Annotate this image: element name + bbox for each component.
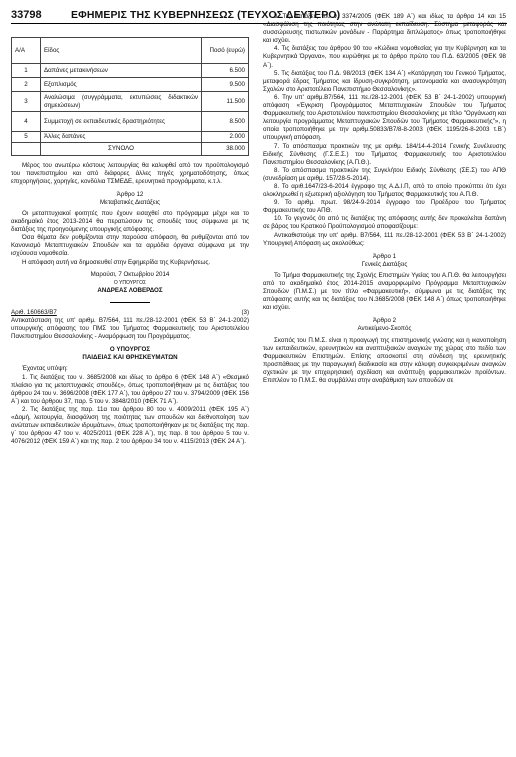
row-item: Άλλες δαπάνες bbox=[41, 132, 202, 143]
article-2-subtitle: Αντικείμενο-Σκοπός bbox=[357, 325, 412, 333]
row-amount: 8.500 bbox=[202, 112, 249, 132]
paragraph: Οι μεταπτυχιακοί φοιτητές που έχουν εισαχθεί στο πρόγραμμα μέχρι και το ακαδημαϊκό έτος 2013-2014 θα περατώσουν τις σπουδές τους σύμφωνα με τις διατάξεις της προηγούμενης υπουργικής απόφασης. bbox=[11, 209, 249, 234]
paragraph: 7. Το απόσπασμα πρακτικών της με αριθμ. 184/14-4-2014 Γενικής Συνέλευσης Ειδικής Σύνθεσης (Γ.Σ.Ε.Σ.) του Τμήματος Φαρμακευτικής του Αριστοτελείου Πανεπιστημίου Θεσσαλονίκης (Α.Π.Θ.). bbox=[263, 142, 506, 166]
paragraph: 5. Τις διατάξεις του Π.Δ. 98/2013 (ΦΕΚ 134 Α΄) «Κατάργηση του Γενικού Τμήματος, μεταφορά έδρας Τμήματος και ίδρυση-συγκρότηση, μετονομασία και ανασυγκρότηση Σχολών στο Αριστοτέλειο Πανεπιστήμιο Θεσσαλονίκης». bbox=[263, 69, 506, 93]
article-12-subtitle: Μεταβατικές Διατάξεις bbox=[100, 198, 160, 206]
article-2-title: Άρθρο 2 bbox=[372, 317, 397, 325]
place-date: Μαρούσι, 7 Οκτωβρίου 2014 bbox=[90, 270, 170, 278]
paragraph: 6. Την υπ' αριθμ.Β7/564, 111 πε./28-12-2001 (ΦΕΚ 53 Β΄ 24-1-2002) υπουργική απόφαση «Έγκριση Προγράμματος Μεταπτυχιακών Σπουδών του Τμήματος Φαρμακευτικής του Αριστοτελείου πανεπιστημίου Θεσσαλονίκης με τίτλο "Οργάνωση και λειτουργία προγράμματος Μεταπτυχιακών Σπουδών του Τμήματος Φαρμακευτικής"», η οποία τροποποιήθηκε με την αριθμ.50833/Β7/8-8-2003 (ΦΕΚ 1195/26-8-2003 τ.Β΄) υπουργική απόφαση. bbox=[263, 93, 506, 142]
right-column bbox=[263, 13, 506, 385]
col-header-amount: Ποσό (ευρώ) bbox=[202, 38, 249, 64]
total-spacer bbox=[12, 142, 41, 155]
total-label: ΣΥΝΟΛΟ bbox=[41, 142, 202, 155]
row-number: 4 bbox=[12, 112, 41, 132]
row-number: 5 bbox=[12, 132, 41, 143]
article-1-subtitle: Γενικές Διατάξεις bbox=[361, 260, 408, 268]
row-amount: 6.500 bbox=[202, 64, 249, 78]
row-item: Δαπάνες μετακινήσεων bbox=[41, 64, 202, 78]
row-amount: 2.000 bbox=[202, 132, 249, 143]
signer-role: Ο ΥΠΟΥΡΓΟΣ bbox=[113, 279, 147, 286]
paragraph: Η απόφαση αυτή να δημοσιευθεί στην Εφημερίδα της Κυβερνήσεως. bbox=[22, 258, 211, 266]
table-row bbox=[12, 112, 249, 132]
table-row bbox=[12, 78, 249, 92]
ministry-heading: ΠΑΙΔΕΙΑΣ ΚΑΙ ΘΡΗΣΚΕΥΜΑΤΩΝ bbox=[82, 354, 178, 362]
having-regard: Έχοντας υπόψη: bbox=[22, 365, 68, 373]
paragraph: 8. Το απόσπασμα πρακτικών της Συγκλήτου Ειδικής Σύνθεσης (ΣΕ.Σ) του ΑΠΘ (συνεδρίαση με αριθμ. 157/28-5-2014). bbox=[263, 166, 506, 182]
table-row bbox=[12, 64, 249, 78]
signer-name: ΑΝΔΡΕΑΣ ΛΟΒΕΡΔΟΣ bbox=[97, 286, 163, 294]
cost-table bbox=[11, 37, 249, 156]
row-item: Συμμετοχή σε εκπαιδευτικές δραστηριότητες bbox=[41, 112, 202, 132]
decision-title: Αντικατάσταση της υπ' αριθμ. Β7/564, 111 πε./28-12-2001 (ΦΕΚ 53 Β΄ 24-1-2002) υπουργικής απόφασης του ΠΜΣ του Τμήματος Φαρμακευτικής του Αριστοτελείου Πανεπιστημίου Θεσσαλονίκης - Αναμόρφωση του Προγράμματος. bbox=[11, 317, 249, 341]
article-12-title: Άρθρο 12 bbox=[116, 190, 144, 198]
row-amount: 9.500 bbox=[202, 78, 249, 92]
gazette-title: ΕΦΗΜΕΡΙΣ ΤΗΣ ΚΥΒΕΡΝΗΣΕΩΣ (ΤΕΥΧΟΣ ΔΕΥΤΕΡΟ) bbox=[71, 8, 341, 21]
paragraph: Σκοπός του Π.Μ.Σ. είναι η προαγωγή της επιστημονικής γνώσης και η ικανοποίηση των εκπαιδευτικών, ερευνητικών και αναπτυξιακών αναγκών της χώρας στο πεδίο των Φαρμακευτικών Επιστημών. Επίσης αποσκοπεί στη σύνδεση της ερευνητικής προσπάθειας με την παραγωγική διαδικασία και στην κάλυψη συγκεκριμένων αναγκών σχετικών με την επιχειρησιακή σχεδίαση και ανάπτυξη φαρμακευτικών προϊόντων. Επιπλέον το Π.Μ.Σ. θα συμβάλλει στην αναβάθμιση των σπουδών σε bbox=[263, 336, 506, 385]
paragraph: 3. Τις διατάξεις του ν. 3374/2005 (ΦΕΚ 189 Α΄) και ιδίως τα άρθρα 14 και 15 «Διασφάλιση της ποιότητας στην ανώτατη εκπαίδευση. Σύστημα μεταφοράς και συσσώρευσης πιστωτικών μονάδων - Παράρτημα διπλώματος» όπως τροποποιήθηκε και ισχύει. bbox=[263, 13, 506, 45]
total-value: 38.000 bbox=[202, 142, 249, 155]
decision-heading bbox=[11, 309, 249, 317]
paragraph: 8. Το αριθ.1647/23-6-2014 έγγραφο της Α.Δ.Ι.Π, από το οποίο προκύπτει ότι έχει ολοκληρωθεί η εξωτερική αξιολόγηση του Τμήματος Φαρμακευτικής του Α.Π.Θ. bbox=[263, 182, 506, 199]
separator-line bbox=[110, 302, 150, 303]
paragraph: Αντικαθιστούμε την υπ' αριθμ. Β7/564, 111 πε./28-12-2001 (ΦΕΚ 53 Β΄ 24-1-2002) Υπουργική Απόφαση ως ακολούθως: bbox=[263, 231, 506, 247]
article-1-title: Άρθρο 1 bbox=[372, 252, 397, 260]
table-row bbox=[12, 132, 249, 143]
paragraph: Μέρος του ανωτέρω κόστους λειτουργίας θα καλυφθεί από τον προϋπολογισμό του πανεπιστημίου και από διάφορες άλλες πηγές χρηματοδότησης, όπως επιχορηγήσεις, χορηγίες, κονδύλια ΤΣΜΕΔΕ, ερευνητικά προγράμματα, κ.τ.λ. bbox=[11, 161, 249, 185]
paragraph: 2. Τις διατάξεις της παρ. 11α του άρθρου 80 του ν. 4009/2011 (ΦΕΚ 195 Α΄) «Δομή, λειτουργία, διασφάλιση της ποιότητας των σπουδών και διεθνοποίηση των ανώτατων εκπαιδευτικών ιδρυμάτων», όπως τροποποιήθηκαν με τις διατάξεις της παρ. γ΄ του άρθρου 47 του ν. 4025/2011 (ΦΕΚ 228 Α΄), της παρ. 8 του άρθρου 5 του ν. 4076/2012 (ΦΕΚ 159 Α΄) και της παρ. 2 του άρθρου 34 του ν. 4115/2013 (ΦΕΚ 24 Α΄). bbox=[11, 405, 249, 446]
table-header-row bbox=[12, 38, 249, 64]
paragraph: Το Τμήμα Φαρμακευτικής της Σχολής Επιστημών Υγείας του Α.Π.Θ. θα λειτουργήσει από το ακαδημαϊκό έτος 2014-2015 αναμορφωμένο Πρόγραμμα Μεταπτυχιακών Σπουδών (Π.Μ.Σ.) με τον τίτλο «Φαρμακευτική», σύμφωνα με τις διατάξεις της απόφασης αυτής και τις διατάξεις του Ν.3685/2008 (ΦΕΚ 148 Α΄) όπως τροποποιήθηκε και ισχύει. bbox=[263, 271, 506, 312]
table-total-row bbox=[12, 142, 249, 155]
page-number: 33798 bbox=[11, 8, 42, 21]
table-row bbox=[12, 92, 249, 112]
decision-number: Αριθ. 160663/Β7 bbox=[11, 308, 57, 316]
paragraph: 10. Το γεγονός ότι από τις διατάξεις της απόφασης αυτής δεν προκαλείται δαπάνη σε βάρος του Κρατικού Προϋπολογισμού αποφασίζουμε: bbox=[263, 215, 506, 231]
row-number: 3 bbox=[12, 92, 41, 112]
row-number: 2 bbox=[12, 78, 41, 92]
minister-heading: Ο ΥΠΟΥΡΓΟΣ bbox=[109, 346, 151, 354]
row-item: Αναλώσιμα (συγγράμματα, εκτυπώσεις διδακτικών σημειώσεων) bbox=[41, 92, 202, 112]
row-amount: 11.500 bbox=[202, 92, 249, 112]
col-header-aa: Α/Α bbox=[12, 38, 41, 64]
paragraph: 1. Τις διατάξεις του ν. 3685/2008 και ιδίως το άρθρο 6 (ΦΕΚ 148 Α΄) «Θεσμικό πλαίσιο για τις μεταπτυχιακές σπουδές», όπως τροποποιήθηκαν με τις διατάξεις του άρθρου 24 του ν. 3696/2008 (ΦΕΚ 177 Α΄), του άρθρου 27 του ν. 3794/2009 (ΦΕΚ 156 Α΄) και του άρθρου 37, παρ. 5 του ν. 3848/2010 (ΦΕΚ 71 Α΄). bbox=[11, 373, 249, 405]
paragraph: 9. Το αριθμ. πρωτ. 98/24-9-2014 έγγραφο του Προέδρου του Τμήματος Φαρμακευτικής του ΑΠΘ. bbox=[263, 199, 506, 215]
paragraph: 4. Τις διατάξεις του άρθρου 90 του «Κώδικα νομοθεσίας για την Κυβέρνηση και τα Κυβερνητικά Όργανα», που κυρώθηκε με το άρθρο πρώτο του Π.Δ. 63/2005 (ΦΕΚ 98 Α΄). bbox=[263, 45, 506, 69]
row-item: Εξοπλισμός bbox=[41, 78, 202, 92]
decision-index: (3) bbox=[241, 308, 249, 316]
col-header-item: Είδος bbox=[41, 38, 202, 64]
row-number: 1 bbox=[12, 64, 41, 78]
left-column bbox=[11, 37, 249, 446]
paragraph: Όσα θέματα δεν ρυθμίζονται στην παρούσα απόφαση, θα ρυθμίζονται από τον Κανονισμό Μεταπτυχιακών Σπουδών και τα αρμόδια όργανα σύμφωνα με την ισχύουσα νομοθεσία. bbox=[11, 234, 249, 258]
